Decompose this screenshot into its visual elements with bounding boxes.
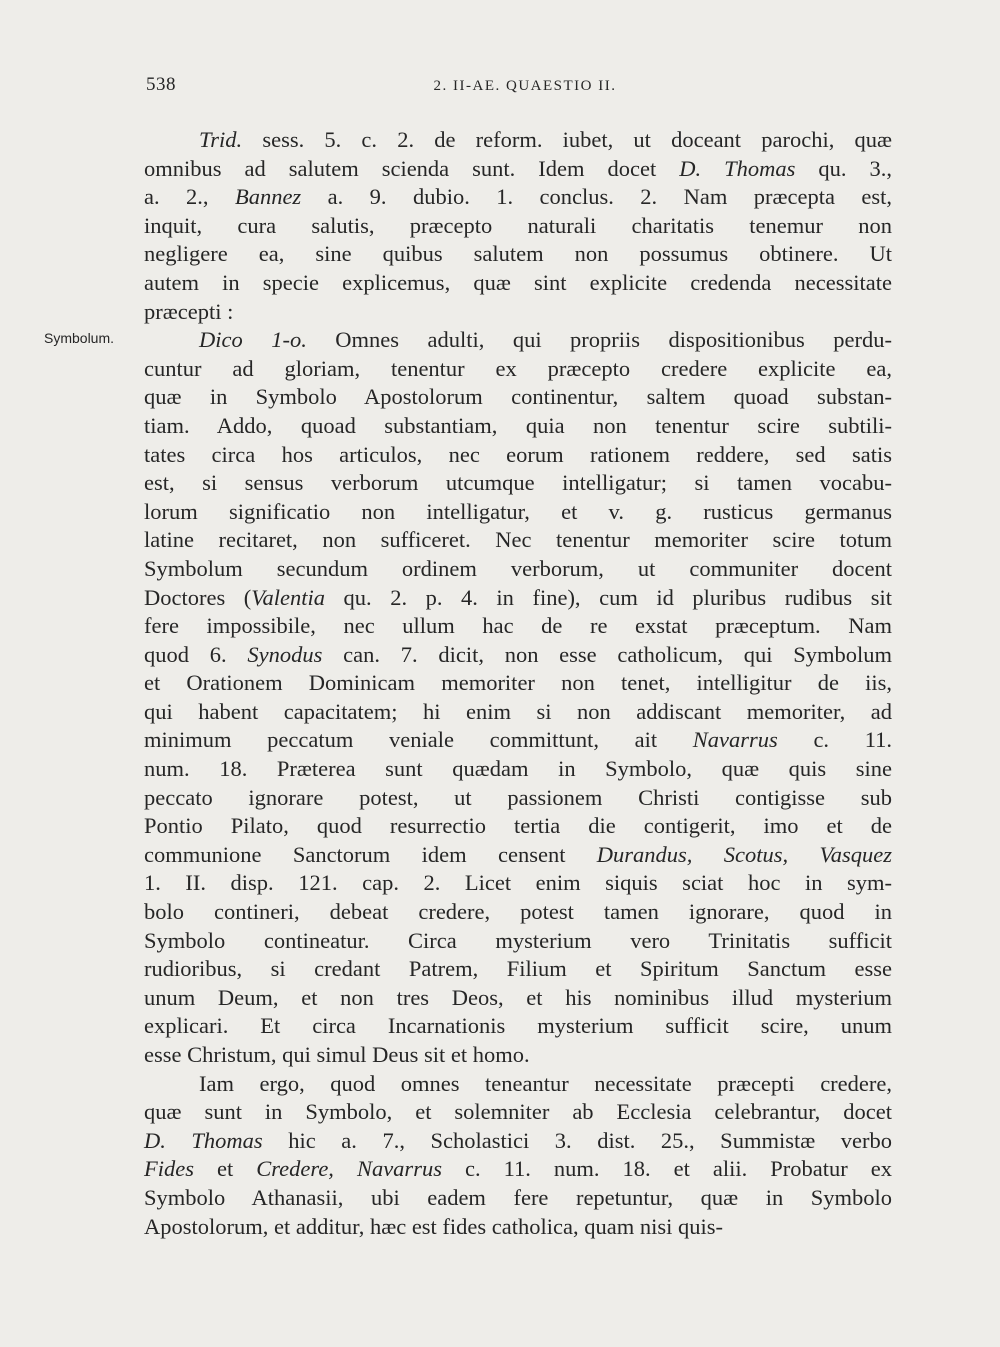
text-run: communione Sanctorum idem censent	[144, 841, 597, 867]
text-run: tates circa hos articulos, nec eorum rationem reddere, sed satis	[144, 441, 892, 467]
text-run: Omnes adulti, qui propriis dispositionibus perdu-	[306, 327, 892, 353]
italic-run: Credere, Navarrus	[256, 1156, 442, 1182]
text-run: præcepti :	[144, 298, 234, 324]
text-line	[144, 784, 892, 813]
text-line	[144, 584, 892, 613]
text-run: qu. 2. p. 4. in fine), cum id pluribus rudibus sit	[325, 584, 892, 610]
text-line	[144, 555, 892, 584]
running-title: 2. II-AE. QUAESTIO II.	[433, 78, 617, 94]
text-line	[144, 669, 892, 698]
body-text	[144, 126, 892, 1241]
text-line	[144, 155, 892, 184]
text-run: Iam ergo, quod omnes teneantur necessitate præcepti credere,	[199, 1070, 892, 1096]
text-line	[144, 126, 892, 155]
margin-note: Symbolum.	[44, 330, 115, 346]
text-line	[144, 698, 892, 727]
text-run: tiam. Addo, quoad substantiam, quia non tenentur scire subtili-	[144, 412, 892, 438]
italic-run: Durandus, Scotus, Vasquez	[596, 841, 892, 867]
italic-run: Valentia	[251, 584, 325, 610]
text-run: can. 7. dicit, non esse catholicum, qui Symbolum	[322, 641, 893, 667]
text-line	[144, 498, 892, 527]
text-run: est, si sensus verborum utcumque intelligatur; si tamen vocabu-	[144, 470, 892, 496]
text-line	[144, 612, 892, 641]
text-line	[144, 355, 892, 384]
text-line	[144, 383, 892, 412]
text-line	[144, 1184, 892, 1213]
text-run: Pontio Pilato, quod resurrectio tertia die contigerit, imo et de	[144, 813, 892, 839]
text-line	[144, 869, 892, 898]
italic-run: Dico 1-o.	[199, 327, 307, 353]
text-run: hic a. 7., Scholastici 3. dist. 25., Summistæ verbo	[262, 1127, 892, 1153]
text-line	[144, 326, 892, 355]
italic-run: Synodus	[247, 641, 323, 667]
text-line	[144, 1127, 892, 1156]
text-line	[144, 269, 892, 298]
text-run: rudioribus, si credant Patrem, Filium et Spiritum Sanctum esse	[144, 956, 892, 982]
italic-run: D. Thomas	[679, 155, 796, 181]
italic-run: Trid.	[199, 127, 243, 152]
text-run: a. 2.,	[144, 184, 235, 210]
text-line	[144, 183, 892, 212]
text-line	[144, 1155, 892, 1184]
text-run: omnibus ad salutem scienda sunt. Idem docet	[144, 155, 680, 181]
text-line	[144, 412, 892, 441]
text-run: Apostolorum, et additur, hæc est fides catholica, quam nisi quis-	[144, 1213, 723, 1239]
text-line	[144, 240, 892, 269]
text-run: quæ in Symbolo Apostolorum continentur, saltem quoad substan-	[144, 384, 892, 410]
text-run: sess. 5. c. 2. de reform. iubet, ut doceant parochi, quæ	[242, 127, 892, 152]
text-run: 1. II. disp. 121. cap. 2. Licet enim siquis sciat hoc in sym-	[144, 870, 892, 896]
text-line	[144, 955, 892, 984]
text-run: num. 18. Præterea sunt quædam in Symbolo, quæ quis sine	[144, 756, 892, 782]
text-run: et	[194, 1156, 257, 1182]
text-run: qui habent capacitatem; hi enim si non addiscant memoriter, ad	[144, 698, 892, 724]
text-run: autem in specie explicemus, quæ sint explicite credenda necessitate	[144, 269, 892, 295]
text-run: esse Christum, qui simul Deus sit et homo.	[144, 1042, 530, 1067]
text-run: explicari. Et circa Incarnationis mysterium sufficit scire, unum	[144, 1013, 892, 1039]
text-run: Symbolum secundum ordinem verborum, ut communiter docent	[144, 555, 892, 581]
text-line	[144, 298, 892, 327]
text-line	[144, 1012, 892, 1041]
text-line	[144, 1098, 892, 1127]
italic-run: Bannez	[234, 184, 302, 210]
text-line	[144, 526, 892, 555]
page-number: 538	[146, 74, 176, 95]
text-run: et Orationem Dominicam memoriter non tenet, intelligitur de iis,	[144, 670, 892, 696]
text-run: c. 11.	[777, 727, 892, 753]
text-line	[144, 1041, 892, 1070]
text-run: peccato ignorare potest, ut passionem Christi contigisse sub	[144, 784, 892, 810]
text-line	[144, 755, 892, 784]
text-line	[144, 212, 892, 241]
text-line	[144, 898, 892, 927]
text-run: latine recitaret, non sufficeret. Nec tenentur memoriter scire totum	[144, 527, 892, 553]
text-run: Symbolo Athanasii, ubi eadem fere repetuntur, quæ in Symbolo	[144, 1184, 892, 1210]
italic-run: Fides	[144, 1156, 194, 1182]
text-run: qu. 3.,	[795, 155, 892, 181]
text-run: bolo contineri, debeat credere, potest tamen ignorare, quod in	[144, 899, 892, 925]
text-run: Doctores (	[144, 584, 252, 610]
text-line	[144, 927, 892, 956]
text-run: unum Deum, et non tres Deos, et his nominibus illud mysterium	[144, 984, 892, 1010]
text-run: quod 6.	[144, 641, 248, 667]
text-line	[144, 1070, 892, 1099]
text-run: negligere ea, sine quibus salutem non possumus obtinere. Ut	[144, 241, 892, 267]
text-line	[144, 1213, 892, 1242]
text-run: c. 11. num. 18. et alii. Probatur ex	[441, 1156, 892, 1182]
text-run: a. 9. dubio. 1. conclus. 2. Nam præcepta est,	[301, 184, 892, 210]
text-line	[144, 984, 892, 1013]
text-line	[144, 812, 892, 841]
text-line	[144, 641, 892, 670]
text-line	[144, 841, 892, 870]
text-run: cuntur ad gloriam, tenentur ex præcepto credere explicite ea,	[144, 355, 892, 381]
italic-run: D. Thomas	[144, 1127, 263, 1153]
text-line	[144, 726, 892, 755]
text-run: quæ sunt in Symbolo, et solemniter ab Ecclesia celebrantur, docet	[144, 1099, 892, 1125]
text-run: fere impossibile, nec ullum hac de re exstat præceptum. Nam	[144, 613, 892, 639]
text-run: Symbolo contineatur. Circa mysterium vero Trinitatis sufficit	[144, 927, 892, 953]
text-line	[144, 469, 892, 498]
text-line	[144, 441, 892, 470]
text-run: lorum significatio non intelligatur, et v. g. rusticus germanus	[144, 498, 892, 524]
italic-run: Navarrus	[692, 727, 778, 753]
text-run: minimum peccatum veniale committunt, ait	[144, 727, 693, 753]
text-run: inquit, cura salutis, præcepto naturali charitatis tenemur non	[144, 212, 892, 238]
